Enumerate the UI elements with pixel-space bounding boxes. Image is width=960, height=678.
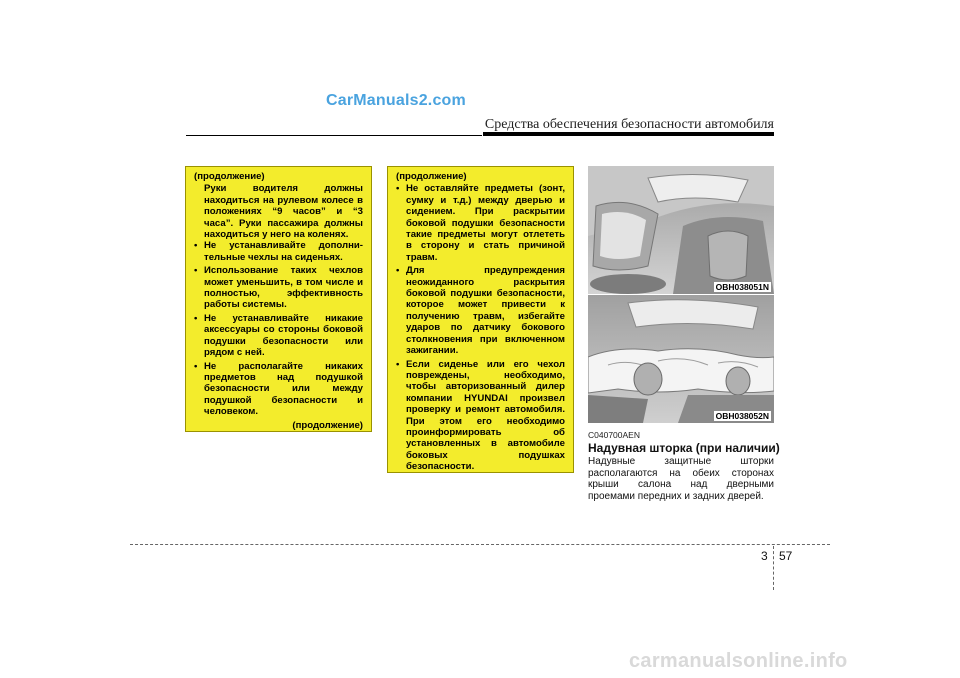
bullet-icon: • [396, 265, 400, 277]
warning-box-1 [185, 166, 372, 432]
list-item [396, 359, 565, 473]
photo-2-code: OBH038052N [715, 411, 769, 421]
warning-box-1-list [194, 240, 363, 417]
list-item [194, 265, 363, 311]
photo-1-code: OBH038051N [715, 282, 769, 292]
bullet-icon: • [396, 183, 400, 195]
section-title: Средства обеспечения безопасности автомобиля [484, 117, 774, 132]
subheading: Надувная шторка (при наличии) [588, 441, 780, 455]
body-paragraph: Надувные защитные шторки располагаются на обеих сторонах крыши салона над дверными проемами передних и задних дверей. [588, 456, 774, 502]
warning-box-2-head: (продолжение) [396, 171, 467, 182]
list-item-text: Не оставляйте предметы (зонт, сумку и т.д.) между дверью и сидением. При раскрытии боковой подушки безопасности такие предметы могут отлететь в сторону и стать причиной травм. [406, 183, 565, 263]
list-item [194, 313, 363, 359]
list-item [396, 265, 565, 356]
page-chapter: 3 [761, 549, 768, 563]
list-item-text: Использование таких чехлов может уменьшить, в том числе и полностью, эффективность работы системы. [204, 265, 363, 311]
warning-box-2-list [396, 183, 565, 472]
list-item [396, 183, 565, 263]
footer-dashed-line [130, 544, 830, 545]
list-item-text: Если сиденье или его чехол повреждены, необходимо, чтобы авторизованный дилер компании HYUNDAI произвел проверку и ремонт автомобиля. При этом его необходимо проинформировать об установленных в автомобиле боковых подушках безопасности. [406, 358, 565, 473]
interior-photo-2-drawing [588, 295, 774, 423]
watermark-bottom: carmanualsonline.info [629, 650, 848, 672]
bullet-icon: • [194, 265, 198, 277]
section-code: C040700AEN [588, 430, 640, 440]
watermark-top: CarManuals2.com [326, 92, 466, 109]
interior-photo-1-drawing [588, 166, 774, 294]
bullet-icon: • [194, 240, 198, 252]
list-item [194, 240, 363, 263]
header-rule-thick [483, 132, 774, 136]
list-item [194, 361, 363, 418]
warning-box-1-tail: (продолжение) [292, 419, 363, 431]
bullet-icon: • [396, 358, 400, 370]
header-rule-thin [186, 135, 482, 136]
warning-box-1-head: (продолжение) [194, 171, 265, 182]
warning-box-1-intro: Руки водителя должны находиться на рулевом колесе в положениях “9 часов” и “3 часа”. Руки пассажира должны находиться у него на коленях. [204, 183, 363, 241]
warning-box-2 [387, 166, 574, 473]
list-item-text: Не устанавливайте дополни-тельные чехлы на сиденьях. [204, 240, 363, 263]
bullet-icon: • [194, 312, 198, 324]
bullet-icon: • [194, 360, 198, 372]
list-item-text: Для предупреждения неожиданного раскрытия боковой подушки безопасности, которое может привести к получению травм, избегайте ударов по датчику бокового столкновения при включенном зажигании. [406, 265, 565, 357]
interior-photo-1 [588, 166, 774, 294]
interior-photo-2 [588, 295, 774, 423]
footer-dashed-divider [773, 546, 774, 590]
list-item-text: Не устанавливайте никакие аксессуары со стороны боковой подушки безопасности или рядом с ней. [204, 312, 363, 359]
page-number: 57 [779, 549, 793, 563]
list-item-text: Не располагайте никаких предметов над подушкой безопасности или между подушкой безопасности и человеком. [204, 360, 363, 418]
